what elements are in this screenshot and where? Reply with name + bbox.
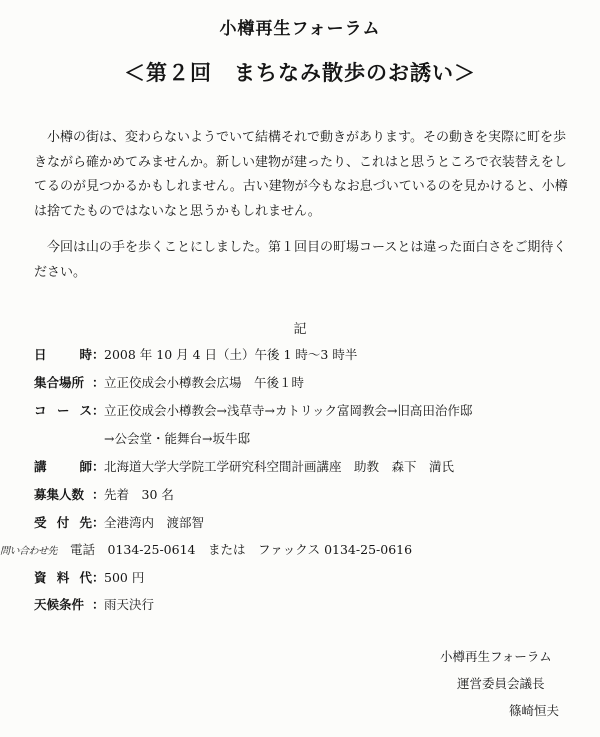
detail-label: 資料代 <box>34 570 92 585</box>
ki-label: 記 <box>293 322 307 337</box>
detail-label: コース <box>34 403 92 418</box>
course-continuation: →公会堂・能舞台→坂牛邸 <box>104 431 250 446</box>
detail-label: 集合場所 <box>34 375 85 390</box>
detail-label: 講 師 <box>34 459 92 474</box>
intro-paragraph-2: 今回は山の手を歩くことにしました。第１回目の町場コースとは違った面白さをご期待ください。 <box>34 240 567 280</box>
detail-row-weather: 天候条件 ：雨天決行 <box>34 597 155 612</box>
signature-role: 運営委員会議長 <box>457 676 545 691</box>
detail-value: 立正佼成会小樽教会広場 午後１時 <box>104 375 305 390</box>
detail-value: 電話 0134-25-0614 または ファックス 0134-25-0616 <box>70 542 413 557</box>
detail-value: 2008 年 10 月 4 日（土）午後 1 時〜3 時半 <box>104 347 358 362</box>
detail-label: 天候条件 <box>34 597 85 612</box>
detail-value: 北海道大学大学院工学研究科空間計画講座 助教 森下 満氏 <box>104 459 455 474</box>
detail-row-contact <box>0 541 590 561</box>
detail-row-capacity: 募集人数 ：先着 30 名 <box>34 487 174 502</box>
signature-organization: 小樽再生フォーラム <box>440 649 552 664</box>
handwritten-contact-label: 問い合わせ先 <box>0 546 57 557</box>
detail-label: 受付先 <box>34 515 92 530</box>
detail-row-fee: 資料代：500 円 <box>34 570 145 585</box>
detail-value: 先着 30 名 <box>104 487 174 502</box>
detail-value: 500 円 <box>104 570 145 585</box>
detail-row-datetime: 日 時：2008 年 10 月 4 日（土）午後 1 時〜3 時半 <box>34 347 358 362</box>
detail-value: 全港湾内 渡部智 <box>104 515 205 530</box>
detail-row-reception: 受付先：全港湾内 渡部智 <box>34 515 205 530</box>
detail-value: 立正佼成会小樽教会→浅草寺→カトリック富岡教会→旧高田治作邸 <box>104 403 473 418</box>
detail-row-lecturer: 講 師：北海道大学大学院工学研究科空間計画講座 助教 森下 満氏 <box>34 459 455 474</box>
detail-row-meeting-place: 集合場所 ：立正佼成会小樽教会広場 午後１時 <box>34 375 305 390</box>
detail-label: 日 時 <box>34 347 92 362</box>
intro-paragraph-1: 小樽の街は、変わらないようでいて結構それで動きがあります。その動きを実際に町を歩きながら確かめてみませんか。新しい建物が建ったり、これはと思うところで衣装替えをしてるのが見つかるかもしれません。古い建物が今もなお息づいているのを見かけると、小樽は捨てたものではないなと思うかもしれません。 <box>34 130 568 219</box>
detail-value: 雨天決行 <box>104 597 155 612</box>
detail-row-course: コース：立正佼成会小樽教会→浅草寺→カトリック富岡教会→旧高田治作邸 <box>34 403 473 418</box>
detail-label: 募集人数 <box>34 487 85 502</box>
signature-name: 篠崎恒夫 <box>509 703 560 718</box>
event-title: ＜第２回 まちなみ散歩のお誘い＞ <box>124 61 476 85</box>
organization-title: 小樽再生フォーラム <box>219 19 381 39</box>
